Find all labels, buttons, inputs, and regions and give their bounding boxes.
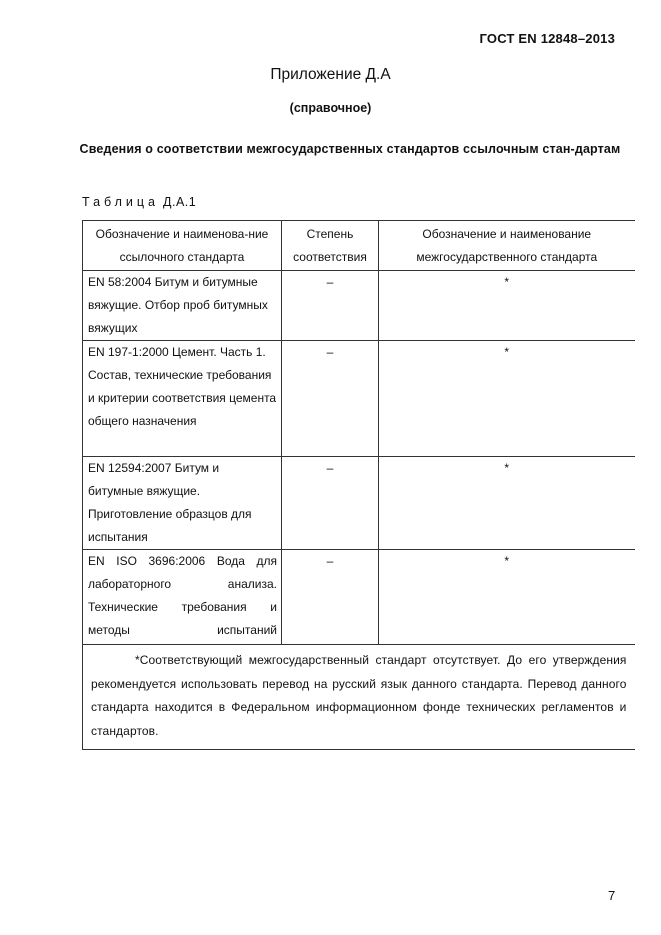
interstate-standard-cell: * [379, 457, 635, 550]
column-header-degree: Степень соответствия [282, 221, 379, 271]
interstate-standard-cell: * [379, 271, 635, 341]
column-header-interstate: Обозначение и наименование межгосударственного стандарта [379, 221, 635, 271]
interstate-standard-cell: * [379, 341, 635, 457]
reference-standard-cell: EN 12594:2007 Битум и битумные вяжущие. Приготовление образцов для испытания [83, 457, 282, 550]
table-header-row [83, 221, 635, 271]
table-row [83, 550, 635, 645]
annex-heading: Сведения о соответствии межгосударственных стандартов ссылочным стан-дартам [79, 142, 621, 156]
degree-cell: – [282, 271, 379, 341]
reference-standard-cell: EN ISO 3696:2006 Вода для лабораторного анализа. Технические требования и методы испытаний [83, 550, 282, 645]
degree-cell: – [282, 457, 379, 550]
table-row [83, 271, 635, 341]
table-row [83, 341, 635, 457]
document-code: ГОСТ EN 12848–2013 [479, 31, 615, 46]
table-label-number: Д.А.1 [163, 195, 197, 209]
degree-cell: – [282, 550, 379, 645]
table-footnote-row [83, 645, 635, 750]
correspondence-table [82, 220, 635, 750]
table-label [82, 195, 196, 209]
annex-subtitle: (справочное) [289, 101, 372, 115]
table-row [83, 457, 635, 550]
annex-title: Приложение Д.А [270, 66, 391, 83]
degree-cell: – [282, 341, 379, 457]
table-footnote: *Соответствующий межгосударственный стандарт отсутствует. До его утверждения рекомендуется использовать перевод на русский язык данного стандарта. Перевод данного стандарта находится в Федеральном информационном фонде технических регламентов и стандартов. [83, 645, 635, 750]
reference-standard-cell: EN 197-1:2000 Цемент. Часть 1. Состав, технические требования и критерии соответствия цемента общего назначения [83, 341, 282, 457]
column-header-reference: Обозначение и наименова-ние ссылочного стандарта [83, 221, 282, 271]
reference-standard-cell: EN 58:2004 Битум и битумные вяжущие. Отбор проб битумных вяжущих [83, 271, 282, 341]
table-label-word: Таблица [82, 195, 160, 209]
page-number: 7 [608, 888, 616, 903]
interstate-standard-cell: * [379, 550, 635, 645]
